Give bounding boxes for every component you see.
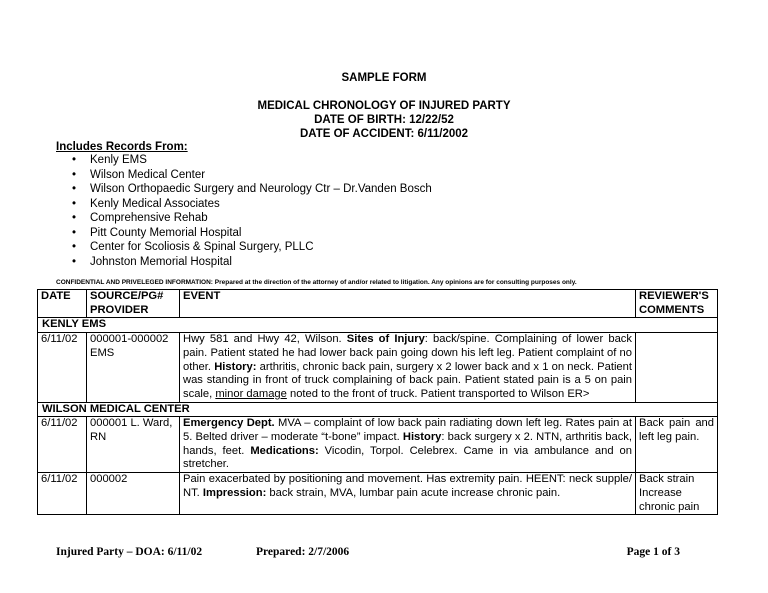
table-row bbox=[38, 417, 718, 473]
row-comments: Back strain Increase chronic pain bbox=[636, 473, 718, 515]
footer-page: Page 1 of 3 bbox=[626, 546, 680, 558]
row-source: 000001-000002 EMS bbox=[87, 333, 180, 403]
section-row bbox=[38, 318, 718, 333]
row-event: Pain exacerbated by positioning and movement. Has extremity pain. HEENT: neck supple/ NT. Impression: back strain, MVA, lumbar pain acute increase chronic pain. bbox=[180, 473, 636, 515]
list-item: • Wilson Orthopaedic Surgery and Neurology Ctr – Dr.Vanden Bosch bbox=[72, 182, 432, 197]
list-item: • Comprehensive Rehab bbox=[72, 211, 432, 226]
table-row bbox=[38, 473, 718, 515]
header-source: SOURCE/PG# PROVIDER bbox=[87, 290, 180, 318]
row-comments: Back pain and left leg pain. bbox=[636, 417, 718, 473]
header-event: EVENT bbox=[180, 290, 636, 318]
row-comments bbox=[636, 333, 718, 403]
confidentiality-notice: CONFIDENTIAL AND PRIVELEGED INFORMATION: Prepared at the direction of the attorney of and/or related to litigation. Any opinions are for consulting purposes only. bbox=[56, 279, 577, 286]
section-row bbox=[38, 402, 718, 417]
records-source-list bbox=[72, 153, 432, 269]
list-item: • Wilson Medical Center bbox=[72, 168, 432, 183]
table-header-row bbox=[38, 290, 718, 318]
row-source: 000002 bbox=[87, 473, 180, 515]
footer-prepared: Prepared: 2/7/2006 bbox=[256, 546, 350, 558]
includes-heading: Includes Records From: bbox=[56, 141, 188, 153]
footer-left: Injured Party – DOA: 6/11/02 bbox=[56, 546, 203, 558]
document-title: MEDICAL CHRONOLOGY OF INJURED PARTY bbox=[257, 100, 511, 112]
row-date: 6/11/02 bbox=[38, 473, 87, 515]
row-date: 6/11/02 bbox=[38, 333, 87, 403]
row-event: Hwy 581 and Hwy 42, Wilson. Sites of Injury: back/spine. Complaining of lower back pain. Patient stated he had lower back pain going down his left leg. Patient complaint of no other. History: arthritis, chronic back pain, surgery x 2 lower back and x 1 on neck. Patient was standing in front of truck complaining of back pain. Patient stated pain is a 5 on pain scale, minor damage noted to the front of truck. Patient transported to Wilson ER> bbox=[180, 333, 636, 403]
list-item: • Johnston Memorial Hospital bbox=[72, 255, 432, 270]
list-item: • Pitt County Memorial Hospital bbox=[72, 226, 432, 241]
section-title: KENLY EMS bbox=[38, 318, 718, 333]
list-item: • Center for Scoliosis & Spinal Surgery, PLLC bbox=[72, 240, 432, 255]
list-item: • Kenly Medical Associates bbox=[72, 197, 432, 212]
list-item: • Kenly EMS bbox=[72, 153, 432, 168]
section-title: WILSON MEDICAL CENTER bbox=[38, 402, 718, 417]
row-source: 000001 L. Ward, RN bbox=[87, 417, 180, 473]
date-of-accident: DATE OF ACCIDENT: 6/11/2002 bbox=[299, 128, 469, 140]
header-comments: REVIEWER'S COMMENTS bbox=[636, 290, 718, 318]
form-title: SAMPLE FORM bbox=[341, 72, 427, 84]
chronology-table bbox=[37, 289, 718, 515]
row-date: 6/11/02 bbox=[38, 417, 87, 473]
header-date: DATE bbox=[38, 290, 87, 318]
date-of-birth: DATE OF BIRTH: 12/22/52 bbox=[314, 114, 454, 126]
row-event: Emergency Dept. MVA – complaint of low back pain radiating down left leg. Rates pain at 5. Belted driver – moderate “t-bone” impact. History: back surgery x 2. NTN, arthritis back, hands, feet. Medications: Vicodin, Torpol. Celebrex. Came in via ambulance and on stretcher. bbox=[180, 417, 636, 473]
table-row bbox=[38, 333, 718, 403]
